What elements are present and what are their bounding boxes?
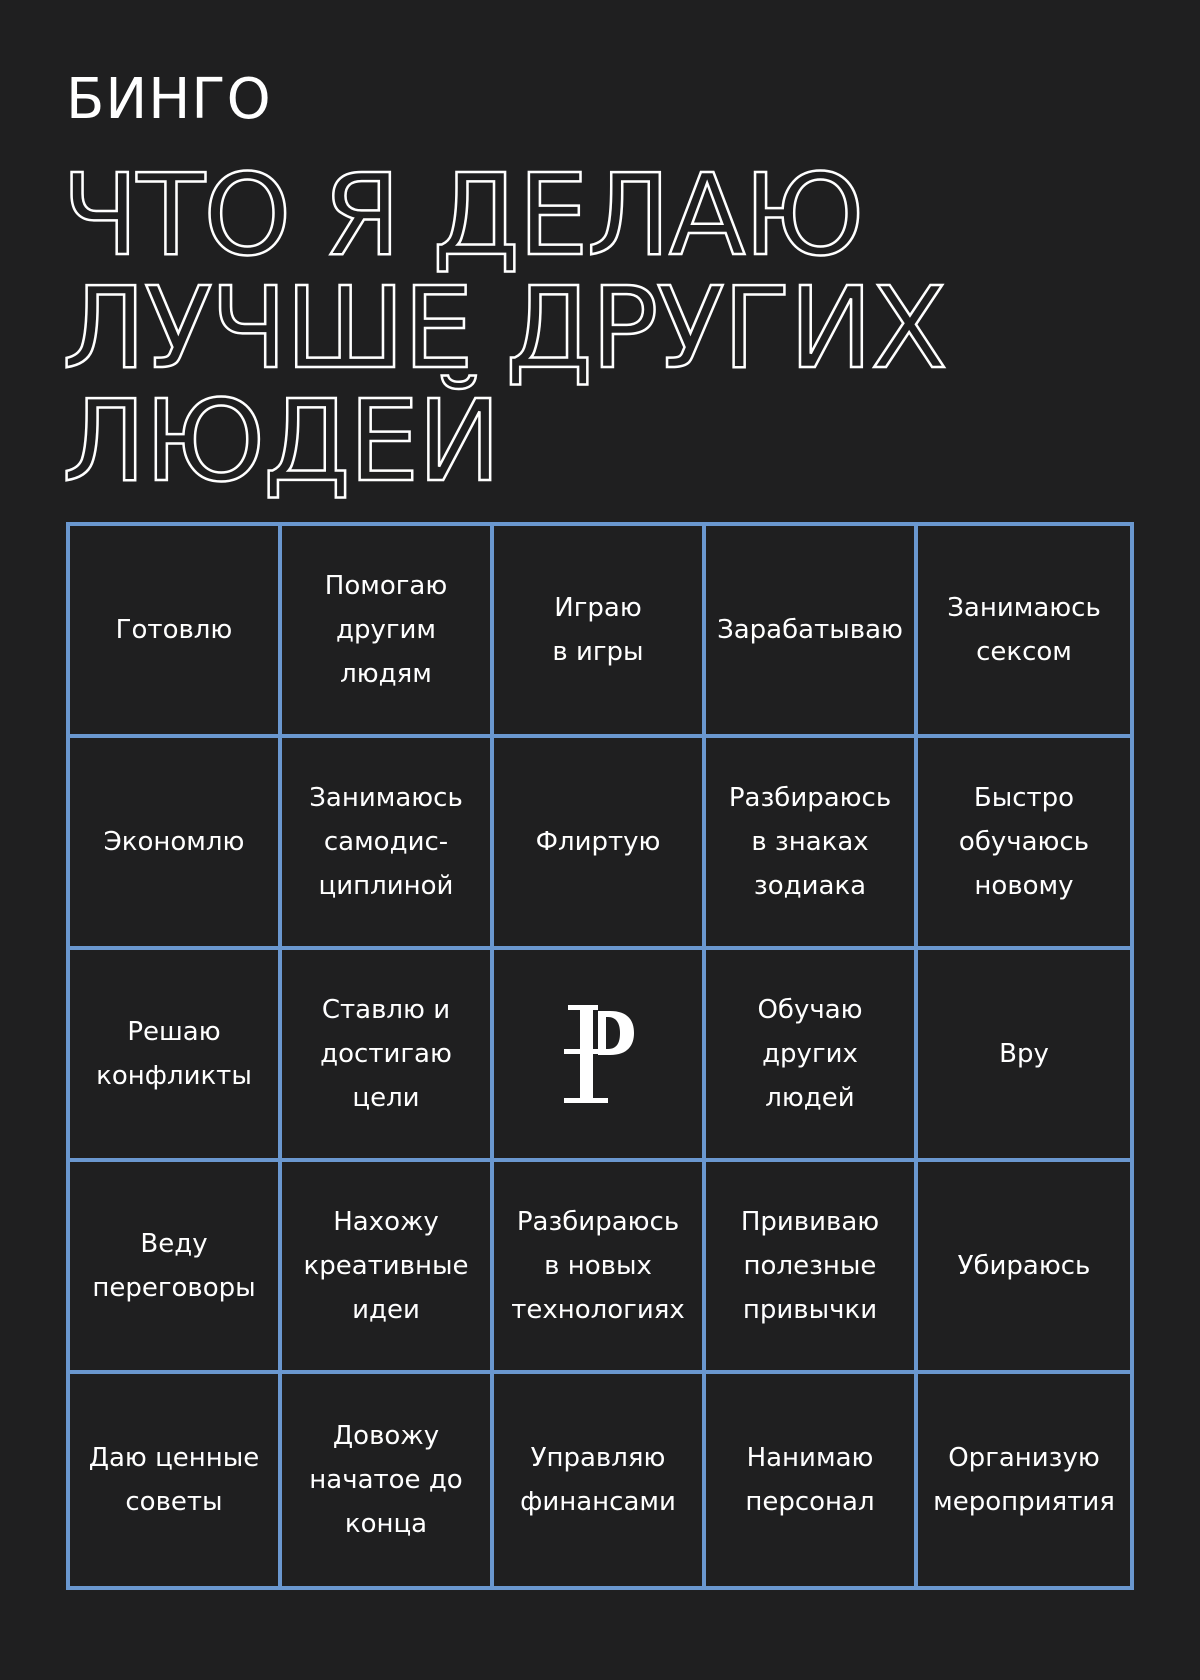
bingo-cell[interactable]: Разбираюсь в знаках зодиака [706,738,918,950]
bingo-cell[interactable]: Ставлю и достигаю цели [282,950,494,1162]
bingo-cell[interactable]: Даю ценные советы [70,1374,282,1586]
bingo-cell[interactable]: Вру [918,950,1130,1162]
bingo-cell[interactable]: Помогаю другим людям [282,526,494,738]
bingo-cell[interactable]: Обучаю других людей [706,950,918,1162]
bingo-cell[interactable]: Нанимаю персонал [706,1374,918,1586]
bingo-cell[interactable]: Зарабатываю [706,526,918,738]
bingo-cell[interactable]: Разбираюсь в новых технологиях [494,1162,706,1374]
bingo-cell[interactable]: Веду переговоры [70,1162,282,1374]
bingo-cell[interactable]: Занимаюсь сексом [918,526,1130,738]
title-line-3: ЛЮДЕЙ [62,377,500,507]
bingo-grid [66,522,1134,1590]
bingo-cell[interactable]: Довожу начатое до конца [282,1374,494,1586]
title-line-1: ЧТО Я ДЕЛАЮ [62,151,863,281]
bingo-cell[interactable]: Решаю конфликты [70,950,282,1162]
bingo-cell[interactable]: Управляю финансами [494,1374,706,1586]
bingo-cell[interactable]: Играю в игры [494,526,706,738]
page-title [62,151,1182,507]
title-line-2: ЛУЧШЕ ДРУГИХ [62,264,946,394]
bingo-cell[interactable]: Занимаюсь самодис- циплиной [282,738,494,950]
bingo-cell[interactable]: Нахожу креативные идеи [282,1162,494,1374]
bingo-cell[interactable]: Флиртую [494,738,706,950]
bingo-subtitle: БИНГО [66,67,272,132]
bingo-cell[interactable]: Быстро обучаюсь новому [918,738,1130,950]
bingo-cell[interactable]: Организую мероприятия [933,1443,1115,1517]
bingo-center-cell[interactable] [494,950,706,1162]
bingo-cell[interactable]: Убираюсь [918,1162,1130,1374]
brand-monogram-icon [558,999,638,1109]
bingo-cell[interactable]: Прививаю полезные привычки [706,1162,918,1374]
bingo-cell[interactable]: Экономлю [70,738,282,950]
bingo-cell[interactable]: Готовлю [70,526,282,738]
